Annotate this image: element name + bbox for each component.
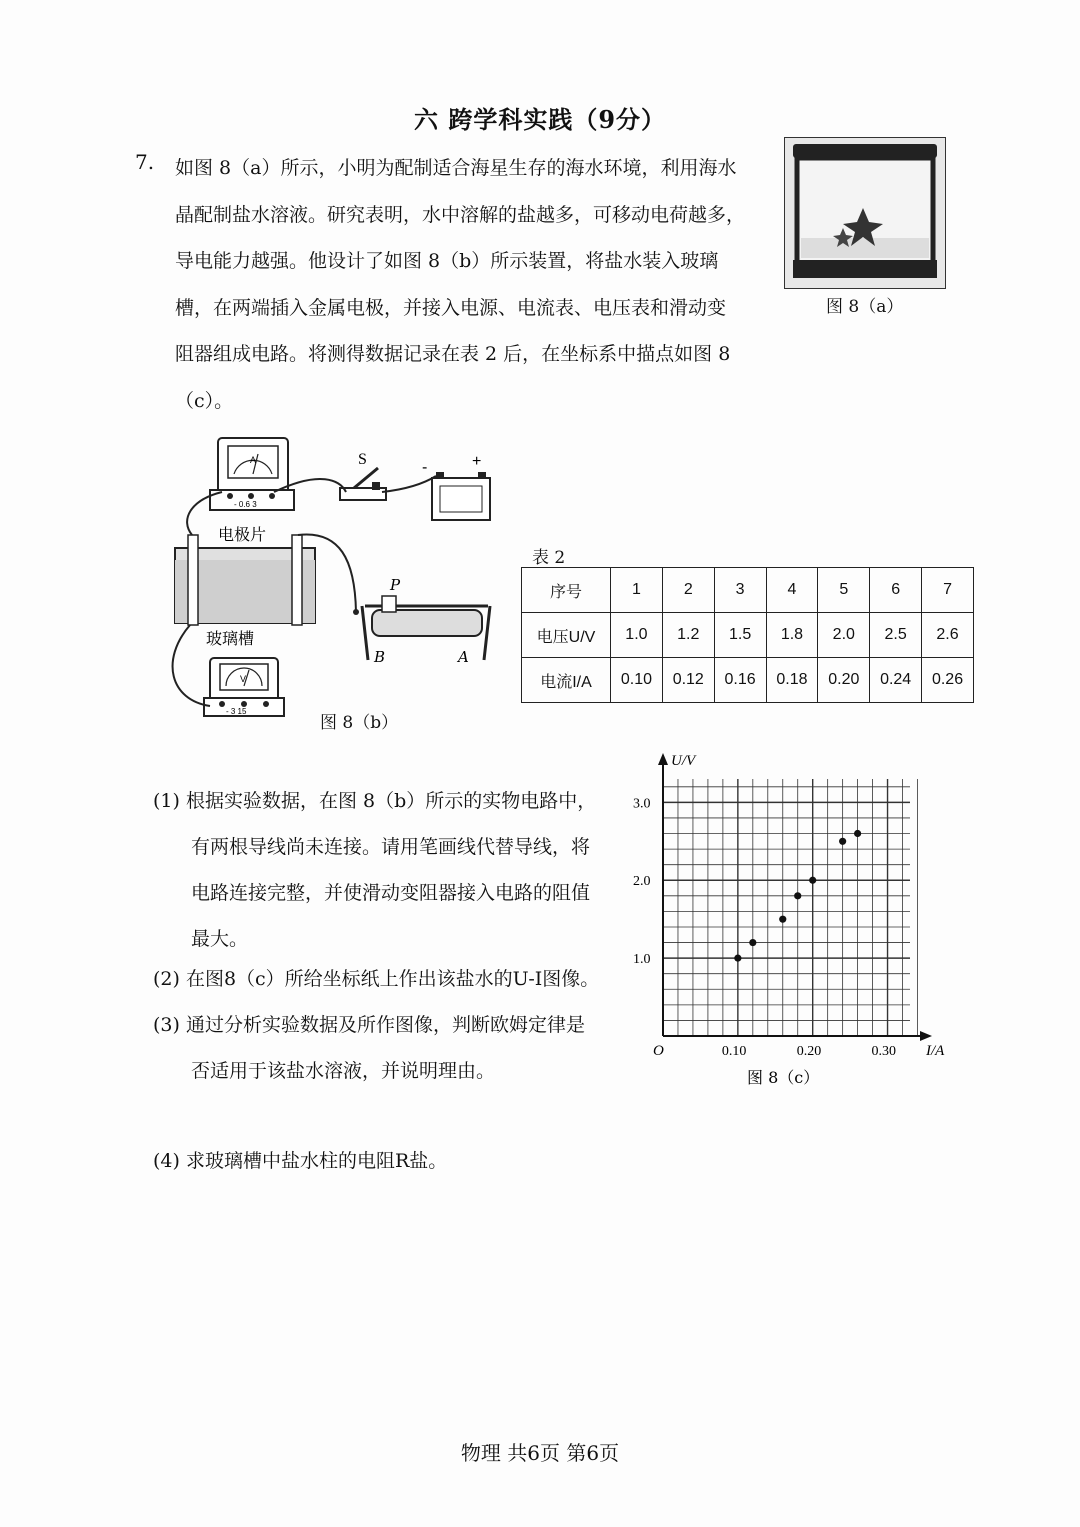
page-footer: 物理 共6页 第6页 <box>460 1441 620 1465</box>
table-header-cell: 2 <box>662 568 714 613</box>
table-cell: 2.6 <box>922 613 974 658</box>
y-tick-label: 2.0 <box>633 874 651 890</box>
sub-question-4: (4) 求玻璃槽中盐水柱的电阻R盐。 <box>153 1150 448 1172</box>
table-cell: 1.8 <box>766 613 818 658</box>
battery <box>422 453 490 520</box>
electrode-plate <box>188 535 198 625</box>
table-cell: 电压U/V <box>522 613 611 658</box>
data-point <box>809 877 816 884</box>
data-point <box>779 916 786 923</box>
stem-line: 导电能力越强。他设计了如图 8（b）所示装置，将盐水装入玻璃 <box>175 250 719 272</box>
table-cell: 1.0 <box>611 613 663 658</box>
table-cell: 0.20 <box>818 658 870 703</box>
table-cell: 0.26 <box>922 658 974 703</box>
voltmeter <box>204 658 284 716</box>
x-axis-label: I/A <box>926 1043 945 1059</box>
table-cell: 0.12 <box>662 658 714 703</box>
data-point <box>749 939 756 946</box>
x-axis-arrow <box>920 1031 932 1041</box>
table-cell: 0.24 <box>870 658 922 703</box>
q1-line: (1) 根据实验数据，在图 8（b）所示的实物电路中， <box>153 790 597 812</box>
ammeter <box>210 438 294 510</box>
table-header-cell: 3 <box>714 568 766 613</box>
table-cell: 1.2 <box>662 613 714 658</box>
end-b-label: B <box>374 648 386 666</box>
table-header-cell: 1 <box>611 568 663 613</box>
data-table <box>521 567 974 703</box>
table-caption: 表 2 <box>532 548 566 568</box>
data-point <box>854 830 861 837</box>
stem-line: 槽，在两端插入金属电极，并接入电源、电流表、电压表和滑动变 <box>175 296 727 319</box>
q1-line: 最大。 <box>191 928 249 950</box>
ammeter-symbol: A <box>250 455 257 465</box>
q3-line: (3) 通过分析实验数据及所作图像，判断欧姆定律是 <box>153 1014 585 1036</box>
tank-base <box>793 260 937 278</box>
chart-caption: 图 8（c） <box>747 1068 820 1087</box>
table-cell: 2.0 <box>818 613 870 658</box>
origin-label: O <box>653 1043 664 1059</box>
table-cell: 0.10 <box>611 658 663 703</box>
table-header-cell: 7 <box>922 568 974 613</box>
stem-line: 如图 8（a）所示，小明为配制适合海星生存的海水环境，利用海水 <box>175 157 737 179</box>
rheostat-slider <box>382 596 396 612</box>
circuit-diagram <box>150 430 510 720</box>
table-cell: 1.5 <box>714 613 766 658</box>
table-cell: 2.5 <box>870 613 922 658</box>
question-number: 7. <box>135 150 155 174</box>
rheostat <box>353 576 490 666</box>
table-cell: 0.18 <box>766 658 818 703</box>
table-header-cell: 序号 <box>522 568 611 613</box>
y-tick-label: 1.0 <box>633 952 651 968</box>
voltmeter-terminals: - 3 15 <box>226 707 247 716</box>
x-tick-label: 0.20 <box>796 1044 822 1059</box>
x-tick-label: 0.30 <box>871 1044 897 1059</box>
sub-question-3 <box>153 1002 585 1094</box>
y-axis-label: U/V <box>671 753 696 769</box>
table-header-cell: 6 <box>870 568 922 613</box>
tank-sand <box>801 238 929 258</box>
voltmeter-symbol: V <box>240 674 247 684</box>
tank-label: 玻璃槽 <box>206 629 255 648</box>
table-row <box>522 658 974 703</box>
slider-label: P <box>390 576 401 594</box>
glass-tank <box>175 525 315 648</box>
stem-line: 阻器组成电路。将测得数据记录在表 2 后，在坐标系中描点如图 8 <box>175 343 731 365</box>
data-point <box>794 892 801 899</box>
electrode-label: 电极片 <box>218 525 267 544</box>
stem-line: 晶配制盐水溶液。研究表明，水中溶解的盐越多，可移动电荷越多， <box>175 203 746 226</box>
aquarium-illustration <box>785 138 945 288</box>
battery-minus: - <box>422 459 428 476</box>
stem-line: （c）。 <box>175 389 234 412</box>
battery-plus: + <box>472 453 482 470</box>
figure-b-caption: 图 8（b） <box>320 713 399 733</box>
question-stem <box>175 145 775 424</box>
q3-line: 否适用于该盐水溶液，并说明理由。 <box>191 1060 496 1082</box>
end-a-label: A <box>458 648 469 666</box>
figure-a-caption: 图 8（a） <box>826 297 904 317</box>
section-title: 六 跨学科实践（9分） <box>413 105 667 134</box>
q1-line: 有两根导线尚未连接。请用笔画线代替导线，将 <box>191 836 591 858</box>
table-cell: 0.16 <box>714 658 766 703</box>
table-row <box>522 613 974 658</box>
electrode-plate <box>292 535 302 625</box>
table-header-row <box>522 568 974 613</box>
sub-question-1 <box>153 778 596 962</box>
sub-question-2: (2) 在图8（c）所给坐标纸上作出该盐水的U-I图像。 <box>153 968 600 990</box>
data-point <box>839 838 846 845</box>
switch-label: S <box>358 451 367 468</box>
q1-line: 电路连接完整，并使滑动变阻器接入电路的阻值 <box>191 882 591 904</box>
chart-grid <box>663 779 917 1036</box>
table-header-cell: 5 <box>818 568 870 613</box>
x-tick-label: 0.10 <box>721 1044 747 1059</box>
ui-chart <box>625 745 960 1090</box>
data-point <box>734 955 741 962</box>
switch <box>340 451 386 500</box>
ammeter-terminals: - 0.6 3 <box>234 500 257 509</box>
y-tick-label: 3.0 <box>633 796 651 812</box>
table-cell: 电流I/A <box>522 658 611 703</box>
aquarium-photo <box>784 137 946 289</box>
table-header-cell: 4 <box>766 568 818 613</box>
y-axis-arrow <box>658 753 668 765</box>
